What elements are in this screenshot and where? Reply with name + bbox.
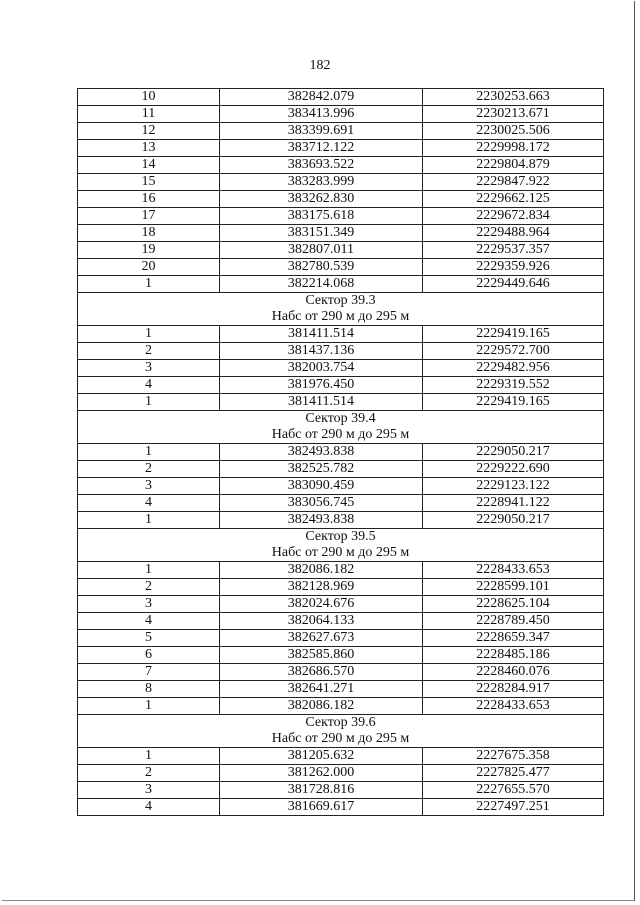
- y-coordinate-cell: 2229419.165: [423, 394, 604, 411]
- y-coordinate-cell: 2228460.076: [423, 664, 604, 681]
- table-row: [78, 225, 604, 242]
- sector-height-range: Набс от 290 м до 295 м: [78, 427, 604, 444]
- y-coordinate-cell: 2228485.186: [423, 647, 604, 664]
- y-coordinate-cell: 2228433.653: [423, 562, 604, 579]
- coordinates-table-body: [78, 89, 604, 816]
- y-coordinate-cell: 2229449.646: [423, 276, 604, 293]
- table-row: [78, 360, 604, 377]
- point-number-cell: 4: [78, 495, 220, 512]
- x-coordinate-cell: 383175.618: [220, 208, 423, 225]
- table-row: [78, 191, 604, 208]
- y-coordinate-cell: 2229998.172: [423, 140, 604, 157]
- sector-title-row: [78, 411, 604, 428]
- x-coordinate-cell: 383151.349: [220, 225, 423, 242]
- x-coordinate-cell: 383712.122: [220, 140, 423, 157]
- sector-height-range: Набс от 290 м до 295 м: [78, 545, 604, 562]
- table-row: [78, 157, 604, 174]
- table-row: [78, 394, 604, 411]
- table-row: [78, 765, 604, 782]
- point-number-cell: 5: [78, 630, 220, 647]
- point-number-cell: 1: [78, 326, 220, 343]
- table-row: [78, 512, 604, 529]
- x-coordinate-cell: 382086.182: [220, 562, 423, 579]
- x-coordinate-cell: 382627.673: [220, 630, 423, 647]
- point-number-cell: 1: [78, 512, 220, 529]
- table-row: [78, 461, 604, 478]
- x-coordinate-cell: 381205.632: [220, 748, 423, 765]
- x-coordinate-cell: 382842.079: [220, 89, 423, 106]
- table-row: [78, 698, 604, 715]
- y-coordinate-cell: 2227655.570: [423, 782, 604, 799]
- table-row: [78, 596, 604, 613]
- x-coordinate-cell: 381669.617: [220, 799, 423, 816]
- sector-height-row: [78, 731, 604, 748]
- sector-title: Сектор 39.6: [78, 715, 604, 732]
- table-row: [78, 276, 604, 293]
- point-number-cell: 3: [78, 478, 220, 495]
- y-coordinate-cell: 2229672.834: [423, 208, 604, 225]
- table-row: [78, 495, 604, 512]
- sector-title: Сектор 39.5: [78, 529, 604, 546]
- table-row: [78, 562, 604, 579]
- x-coordinate-cell: 383283.999: [220, 174, 423, 191]
- x-coordinate-cell: 383090.459: [220, 478, 423, 495]
- point-number-cell: 2: [78, 579, 220, 596]
- point-number-cell: 4: [78, 799, 220, 816]
- point-number-cell: 10: [78, 89, 220, 106]
- x-coordinate-cell: 381411.514: [220, 394, 423, 411]
- x-coordinate-cell: 382780.539: [220, 259, 423, 276]
- table-row: [78, 579, 604, 596]
- x-coordinate-cell: 382686.570: [220, 664, 423, 681]
- y-coordinate-cell: 2227675.358: [423, 748, 604, 765]
- x-coordinate-cell: 382525.782: [220, 461, 423, 478]
- point-number-cell: 2: [78, 343, 220, 360]
- sector-height-row: [78, 545, 604, 562]
- point-number-cell: 2: [78, 765, 220, 782]
- x-coordinate-cell: 382128.969: [220, 579, 423, 596]
- point-number-cell: 1: [78, 394, 220, 411]
- point-number-cell: 1: [78, 444, 220, 461]
- table-row: [78, 140, 604, 157]
- point-number-cell: 4: [78, 613, 220, 630]
- x-coordinate-cell: 381262.000: [220, 765, 423, 782]
- table-row: [78, 647, 604, 664]
- table-row: [78, 326, 604, 343]
- point-number-cell: 18: [78, 225, 220, 242]
- point-number-cell: 1: [78, 698, 220, 715]
- point-number-cell: 11: [78, 106, 220, 123]
- x-coordinate-cell: 383413.996: [220, 106, 423, 123]
- y-coordinate-cell: 2230213.671: [423, 106, 604, 123]
- table-row: [78, 242, 604, 259]
- table-row: [78, 259, 604, 276]
- y-coordinate-cell: 2229662.125: [423, 191, 604, 208]
- sector-title-row: [78, 529, 604, 546]
- y-coordinate-cell: 2229488.964: [423, 225, 604, 242]
- table-row: [78, 799, 604, 816]
- point-number-cell: 1: [78, 562, 220, 579]
- y-coordinate-cell: 2230253.663: [423, 89, 604, 106]
- point-number-cell: 16: [78, 191, 220, 208]
- table-row: [78, 106, 604, 123]
- x-coordinate-cell: 383262.830: [220, 191, 423, 208]
- table-row: [78, 123, 604, 140]
- y-coordinate-cell: 2229572.700: [423, 343, 604, 360]
- table-row: [78, 343, 604, 360]
- y-coordinate-cell: 2229482.956: [423, 360, 604, 377]
- x-coordinate-cell: 382003.754: [220, 360, 423, 377]
- page-number: 182: [309, 58, 331, 73]
- point-number-cell: 1: [78, 276, 220, 293]
- point-number-cell: 19: [78, 242, 220, 259]
- point-number-cell: 13: [78, 140, 220, 157]
- table-row: [78, 377, 604, 394]
- x-coordinate-cell: 382807.011: [220, 242, 423, 259]
- point-number-cell: 17: [78, 208, 220, 225]
- table-row: [78, 208, 604, 225]
- point-number-cell: 1: [78, 748, 220, 765]
- point-number-cell: 7: [78, 664, 220, 681]
- y-coordinate-cell: 2228433.653: [423, 698, 604, 715]
- table-row: [78, 748, 604, 765]
- point-number-cell: 14: [78, 157, 220, 174]
- y-coordinate-cell: 2229050.217: [423, 444, 604, 461]
- table-row: [78, 630, 604, 647]
- table-row: [78, 174, 604, 191]
- y-coordinate-cell: 2229804.879: [423, 157, 604, 174]
- table-row: [78, 613, 604, 630]
- x-coordinate-cell: 381728.816: [220, 782, 423, 799]
- sector-height-range: Набс от 290 м до 295 м: [78, 731, 604, 748]
- y-coordinate-cell: 2228941.122: [423, 495, 604, 512]
- point-number-cell: 20: [78, 259, 220, 276]
- x-coordinate-cell: 382641.271: [220, 681, 423, 698]
- y-coordinate-cell: 2228659.347: [423, 630, 604, 647]
- x-coordinate-cell: 382493.838: [220, 444, 423, 461]
- y-coordinate-cell: 2229050.217: [423, 512, 604, 529]
- sector-height-row: [78, 309, 604, 326]
- sector-title: Сектор 39.3: [78, 293, 604, 310]
- y-coordinate-cell: 2229222.690: [423, 461, 604, 478]
- x-coordinate-cell: 383693.522: [220, 157, 423, 174]
- sector-height-range: Набс от 290 м до 295 м: [78, 309, 604, 326]
- y-coordinate-cell: 2230025.506: [423, 123, 604, 140]
- x-coordinate-cell: 381411.514: [220, 326, 423, 343]
- table-row: [78, 478, 604, 495]
- sector-title-row: [78, 715, 604, 732]
- point-number-cell: 3: [78, 782, 220, 799]
- x-coordinate-cell: 381437.136: [220, 343, 423, 360]
- y-coordinate-cell: 2227497.251: [423, 799, 604, 816]
- point-number-cell: 12: [78, 123, 220, 140]
- point-number-cell: 3: [78, 360, 220, 377]
- x-coordinate-cell: 381976.450: [220, 377, 423, 394]
- point-number-cell: 2: [78, 461, 220, 478]
- y-coordinate-cell: 2229359.926: [423, 259, 604, 276]
- y-coordinate-cell: 2227825.477: [423, 765, 604, 782]
- point-number-cell: 3: [78, 596, 220, 613]
- x-coordinate-cell: 382585.860: [220, 647, 423, 664]
- y-coordinate-cell: 2229537.357: [423, 242, 604, 259]
- y-coordinate-cell: 2228599.101: [423, 579, 604, 596]
- table-row: [78, 681, 604, 698]
- x-coordinate-cell: 382064.133: [220, 613, 423, 630]
- table-row: [78, 664, 604, 681]
- x-coordinate-cell: 382024.676: [220, 596, 423, 613]
- x-coordinate-cell: 383056.745: [220, 495, 423, 512]
- y-coordinate-cell: 2229123.122: [423, 478, 604, 495]
- coordinates-table: [77, 88, 604, 816]
- sector-title-row: [78, 293, 604, 310]
- point-number-cell: 4: [78, 377, 220, 394]
- point-number-cell: 6: [78, 647, 220, 664]
- sector-title: Сектор 39.4: [78, 411, 604, 428]
- point-number-cell: 8: [78, 681, 220, 698]
- y-coordinate-cell: 2229319.552: [423, 377, 604, 394]
- x-coordinate-cell: 383399.691: [220, 123, 423, 140]
- x-coordinate-cell: 382214.068: [220, 276, 423, 293]
- y-coordinate-cell: 2229847.922: [423, 174, 604, 191]
- point-number-cell: 15: [78, 174, 220, 191]
- table-row: [78, 782, 604, 799]
- sector-height-row: [78, 427, 604, 444]
- table-row: [78, 444, 604, 461]
- y-coordinate-cell: 2228284.917: [423, 681, 604, 698]
- y-coordinate-cell: 2228789.450: [423, 613, 604, 630]
- x-coordinate-cell: 382086.182: [220, 698, 423, 715]
- x-coordinate-cell: 382493.838: [220, 512, 423, 529]
- y-coordinate-cell: 2229419.165: [423, 326, 604, 343]
- y-coordinate-cell: 2228625.104: [423, 596, 604, 613]
- table-row: [78, 89, 604, 106]
